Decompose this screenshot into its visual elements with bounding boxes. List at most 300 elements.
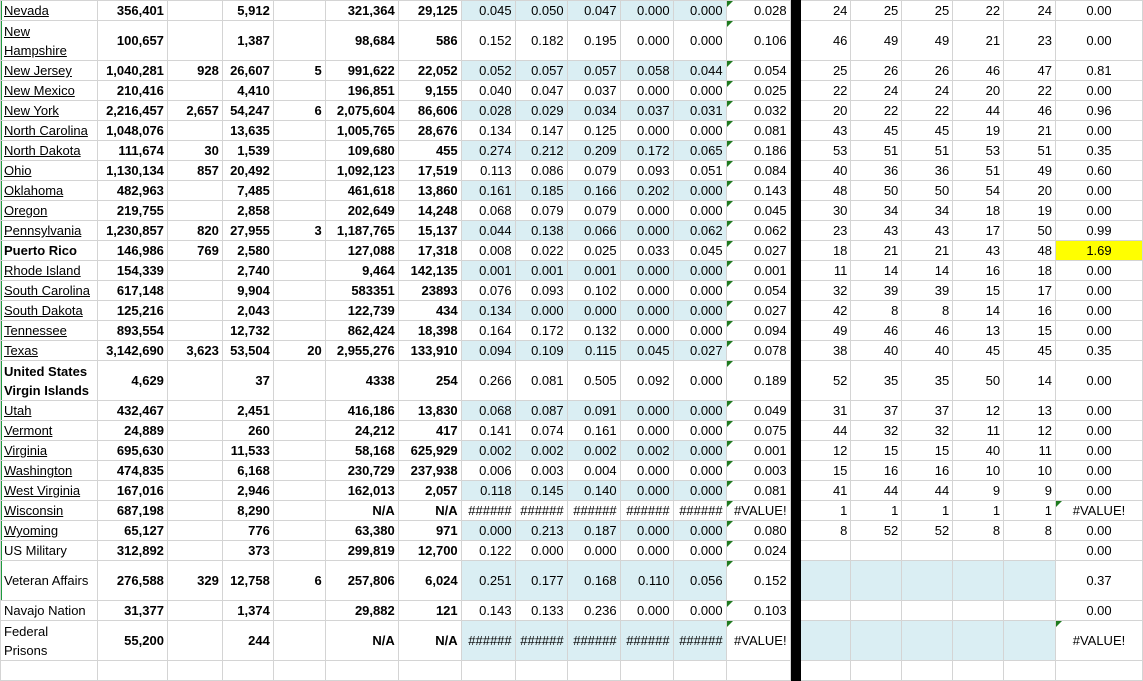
cell-count-c5[interactable]: 29,882 xyxy=(325,601,398,621)
cell-rate-r1[interactable]: 0.068 xyxy=(461,201,515,221)
cell-rate-r5[interactable]: 0.000 xyxy=(673,421,726,441)
cell-rate-r1[interactable]: 0.164 xyxy=(461,321,515,341)
cell-rank-k5[interactable]: 24 xyxy=(1004,1,1056,21)
cell-rate-total[interactable]: 0.080 xyxy=(726,521,790,541)
cell-rank-k3[interactable]: 43 xyxy=(902,221,953,241)
jurisdiction-link[interactable]: New Mexico xyxy=(4,83,75,98)
jurisdiction-link[interactable]: Texas xyxy=(4,343,38,358)
cell-rate-r4[interactable]: 0.000 xyxy=(620,301,673,321)
cell-rate-r3[interactable]: 0.161 xyxy=(567,421,620,441)
cell-rate-r3[interactable]: 0.037 xyxy=(567,81,620,101)
cell-count-c6[interactable]: 22,052 xyxy=(398,61,461,81)
cell-rate-r3[interactable]: 0.001 xyxy=(567,261,620,281)
empty-cell[interactable] xyxy=(620,661,673,681)
cell-rank-k2[interactable] xyxy=(851,541,902,561)
cell-count-c6[interactable]: 586 xyxy=(398,21,461,61)
cell-rate-r5[interactable]: 0.000 xyxy=(673,541,726,561)
cell-rank-k3[interactable]: 8 xyxy=(902,301,953,321)
cell-count-c2[interactable]: 3,623 xyxy=(167,341,222,361)
cell-rate-r4[interactable]: ###### xyxy=(620,501,673,521)
cell-rank-k5[interactable]: 16 xyxy=(1004,301,1056,321)
cell-rank-k1[interactable]: 46 xyxy=(800,21,851,61)
cell-count-c4[interactable] xyxy=(273,181,325,201)
cell-count-c5[interactable]: 122,739 xyxy=(325,301,398,321)
cell-rank-k1[interactable]: 40 xyxy=(800,161,851,181)
jurisdiction-link[interactable]: Tennessee xyxy=(4,323,67,338)
cell-rate-r3[interactable]: ###### xyxy=(567,501,620,521)
cell-rank-k3[interactable]: 46 xyxy=(902,321,953,341)
cell-rank-k5[interactable]: 48 xyxy=(1004,241,1056,261)
jurisdiction-link[interactable]: South Carolina xyxy=(4,283,90,298)
cell-rate-total[interactable]: 0.025 xyxy=(726,81,790,101)
cell-count-c5[interactable]: 1,187,765 xyxy=(325,221,398,241)
cell-rank-k5[interactable] xyxy=(1004,601,1056,621)
cell-rate-r4[interactable]: 0.033 xyxy=(620,241,673,261)
cell-count-c6[interactable]: N/A xyxy=(398,621,461,661)
cell-count-c1[interactable]: 1,048,076 xyxy=(97,121,167,141)
cell-count-c6[interactable]: N/A xyxy=(398,501,461,521)
cell-score[interactable]: 0.35 xyxy=(1055,341,1142,361)
cell-jurisdiction[interactable] xyxy=(1,181,98,201)
cell-rate-total[interactable]: 0.032 xyxy=(726,101,790,121)
cell-rate-r4[interactable]: ###### xyxy=(620,621,673,661)
cell-rank-k1[interactable]: 1 xyxy=(800,501,851,521)
cell-rate-r1[interactable]: 0.008 xyxy=(461,241,515,261)
cell-rate-r3[interactable]: 0.000 xyxy=(567,541,620,561)
cell-jurisdiction[interactable] xyxy=(1,161,98,181)
cell-rank-k3[interactable]: 44 xyxy=(902,481,953,501)
cell-count-c3[interactable]: 13,635 xyxy=(222,121,273,141)
cell-rank-k2[interactable] xyxy=(851,601,902,621)
cell-count-c1[interactable]: 154,339 xyxy=(97,261,167,281)
cell-rank-k1[interactable]: 12 xyxy=(800,441,851,461)
cell-count-c3[interactable]: 2,946 xyxy=(222,481,273,501)
cell-rate-r2[interactable]: 0.213 xyxy=(515,521,567,541)
cell-rate-r4[interactable]: 0.002 xyxy=(620,441,673,461)
cell-rank-k5[interactable]: 10 xyxy=(1004,461,1056,481)
cell-rank-k2[interactable]: 34 xyxy=(851,201,902,221)
cell-count-c6[interactable]: 13,830 xyxy=(398,401,461,421)
cell-count-c1[interactable]: 111,674 xyxy=(97,141,167,161)
cell-count-c3[interactable]: 4,410 xyxy=(222,81,273,101)
cell-count-c5[interactable]: 127,088 xyxy=(325,241,398,261)
cell-rate-r4[interactable]: 0.000 xyxy=(620,481,673,501)
cell-count-c4[interactable] xyxy=(273,441,325,461)
cell-count-c5[interactable]: 991,622 xyxy=(325,61,398,81)
cell-rate-r3[interactable]: ###### xyxy=(567,621,620,661)
cell-rate-r1[interactable]: 0.134 xyxy=(461,301,515,321)
cell-rate-r1[interactable]: 0.161 xyxy=(461,181,515,201)
cell-jurisdiction[interactable] xyxy=(1,141,98,161)
cell-rate-r5[interactable]: 0.000 xyxy=(673,121,726,141)
cell-count-c1[interactable]: 65,127 xyxy=(97,521,167,541)
cell-count-c2[interactable] xyxy=(167,1,222,21)
cell-rank-k1[interactable]: 25 xyxy=(800,61,851,81)
jurisdiction-link[interactable]: South Dakota xyxy=(4,303,83,318)
cell-rank-k5[interactable]: 9 xyxy=(1004,481,1056,501)
cell-rank-k3[interactable] xyxy=(902,601,953,621)
cell-rank-k2[interactable]: 50 xyxy=(851,181,902,201)
cell-rate-r1[interactable]: 0.266 xyxy=(461,361,515,401)
cell-count-c1[interactable]: 31,377 xyxy=(97,601,167,621)
cell-rank-k5[interactable]: 8 xyxy=(1004,521,1056,541)
cell-score[interactable]: 0.35 xyxy=(1055,141,1142,161)
jurisdiction-link[interactable]: Utah xyxy=(4,403,32,418)
cell-rate-r5[interactable]: ###### xyxy=(673,501,726,521)
cell-rate-r3[interactable]: 0.002 xyxy=(567,441,620,461)
cell-rank-k1[interactable]: 22 xyxy=(800,81,851,101)
cell-rank-k3[interactable]: 40 xyxy=(902,341,953,361)
cell-rate-r3[interactable]: 0.034 xyxy=(567,101,620,121)
cell-rate-total[interactable]: 0.001 xyxy=(726,441,790,461)
cell-rate-r4[interactable]: 0.092 xyxy=(620,361,673,401)
cell-rate-r5[interactable]: 0.045 xyxy=(673,241,726,261)
cell-count-c6[interactable]: 417 xyxy=(398,421,461,441)
cell-rank-k2[interactable]: 36 xyxy=(851,161,902,181)
cell-score[interactable]: 1.69 xyxy=(1055,241,1142,261)
cell-rate-total[interactable]: 0.001 xyxy=(726,261,790,281)
cell-rate-r3[interactable]: 0.195 xyxy=(567,21,620,61)
cell-count-c3[interactable]: 1,539 xyxy=(222,141,273,161)
cell-rank-k5[interactable]: 18 xyxy=(1004,261,1056,281)
cell-rank-k4[interactable]: 45 xyxy=(953,341,1004,361)
cell-rank-k4[interactable]: 12 xyxy=(953,401,1004,421)
cell-rate-r5[interactable]: 0.000 xyxy=(673,201,726,221)
cell-jurisdiction[interactable] xyxy=(1,561,98,601)
cell-rate-r5[interactable]: 0.044 xyxy=(673,61,726,81)
cell-count-c3[interactable]: 8,290 xyxy=(222,501,273,521)
cell-rate-r2[interactable]: 0.086 xyxy=(515,161,567,181)
cell-rate-r5[interactable]: 0.056 xyxy=(673,561,726,601)
cell-rate-r1[interactable]: 0.118 xyxy=(461,481,515,501)
cell-rate-r1[interactable]: 0.044 xyxy=(461,221,515,241)
jurisdiction-link[interactable]: New York xyxy=(4,103,59,118)
cell-rank-k4[interactable]: 1 xyxy=(953,501,1004,521)
cell-rate-total[interactable]: 0.103 xyxy=(726,601,790,621)
cell-rate-r5[interactable]: 0.000 xyxy=(673,21,726,61)
cell-score[interactable]: 0.37 xyxy=(1055,561,1142,601)
cell-count-c6[interactable]: 18,398 xyxy=(398,321,461,341)
cell-score[interactable]: 0.00 xyxy=(1055,201,1142,221)
cell-rate-r2[interactable]: 0.050 xyxy=(515,1,567,21)
cell-rank-k5[interactable]: 49 xyxy=(1004,161,1056,181)
cell-count-c2[interactable] xyxy=(167,181,222,201)
jurisdiction-link[interactable]: Wyoming xyxy=(4,523,59,538)
cell-rank-k5[interactable]: 20 xyxy=(1004,181,1056,201)
cell-rank-k4[interactable]: 19 xyxy=(953,121,1004,141)
cell-rank-k1[interactable]: 23 xyxy=(800,221,851,241)
cell-jurisdiction[interactable] xyxy=(1,341,98,361)
cell-jurisdiction[interactable] xyxy=(1,101,98,121)
cell-count-c4[interactable] xyxy=(273,481,325,501)
cell-rank-k4[interactable]: 14 xyxy=(953,301,1004,321)
cell-rank-k4[interactable]: 51 xyxy=(953,161,1004,181)
cell-count-c6[interactable]: 28,676 xyxy=(398,121,461,141)
cell-rate-r5[interactable]: 0.000 xyxy=(673,601,726,621)
cell-jurisdiction[interactable] xyxy=(1,81,98,101)
cell-rank-k1[interactable]: 44 xyxy=(800,421,851,441)
cell-jurisdiction[interactable] xyxy=(1,621,98,661)
cell-rank-k4[interactable]: 18 xyxy=(953,201,1004,221)
cell-rank-k2[interactable]: 16 xyxy=(851,461,902,481)
cell-rank-k4[interactable] xyxy=(953,601,1004,621)
cell-count-c2[interactable] xyxy=(167,81,222,101)
cell-rate-r2[interactable]: 0.003 xyxy=(515,461,567,481)
jurisdiction-link[interactable]: Vermont xyxy=(4,423,53,438)
cell-count-c2[interactable] xyxy=(167,321,222,341)
cell-count-c2[interactable] xyxy=(167,301,222,321)
cell-rank-k4[interactable]: 20 xyxy=(953,81,1004,101)
cell-score[interactable]: 0.00 xyxy=(1055,461,1142,481)
cell-rank-k3[interactable]: 49 xyxy=(902,21,953,61)
cell-count-c5[interactable]: 2,955,276 xyxy=(325,341,398,361)
cell-count-c2[interactable] xyxy=(167,501,222,521)
cell-count-c4[interactable]: 3 xyxy=(273,221,325,241)
cell-rank-k4[interactable]: 21 xyxy=(953,21,1004,61)
cell-rank-k2[interactable]: 24 xyxy=(851,81,902,101)
cell-rank-k5[interactable]: 45 xyxy=(1004,341,1056,361)
cell-rank-k2[interactable] xyxy=(851,561,902,601)
cell-count-c5[interactable]: 58,168 xyxy=(325,441,398,461)
cell-jurisdiction[interactable] xyxy=(1,321,98,341)
cell-count-c6[interactable]: 625,929 xyxy=(398,441,461,461)
cell-count-c2[interactable]: 329 xyxy=(167,561,222,601)
cell-rate-total[interactable]: 0.045 xyxy=(726,201,790,221)
cell-rate-total[interactable]: 0.152 xyxy=(726,561,790,601)
cell-rate-total[interactable]: 0.028 xyxy=(726,1,790,21)
cell-rate-r4[interactable]: 0.172 xyxy=(620,141,673,161)
cell-count-c1[interactable]: 219,755 xyxy=(97,201,167,221)
cell-rank-k3[interactable]: 45 xyxy=(902,121,953,141)
cell-rate-r2[interactable]: 0.109 xyxy=(515,341,567,361)
cell-rate-r2[interactable]: ###### xyxy=(515,501,567,521)
cell-rank-k5[interactable]: 51 xyxy=(1004,141,1056,161)
cell-count-c4[interactable] xyxy=(273,261,325,281)
cell-jurisdiction[interactable] xyxy=(1,1,98,21)
cell-rank-k1[interactable]: 38 xyxy=(800,341,851,361)
cell-rate-r2[interactable]: 0.022 xyxy=(515,241,567,261)
cell-count-c2[interactable] xyxy=(167,21,222,61)
cell-rate-r5[interactable]: 0.000 xyxy=(673,481,726,501)
cell-score[interactable]: #VALUE! xyxy=(1055,501,1142,521)
empty-cell[interactable] xyxy=(1055,661,1142,681)
cell-count-c5[interactable]: 63,380 xyxy=(325,521,398,541)
cell-rate-r1[interactable]: ###### xyxy=(461,501,515,521)
cell-rank-k2[interactable]: 1 xyxy=(851,501,902,521)
cell-rank-k4[interactable]: 46 xyxy=(953,61,1004,81)
cell-rate-r3[interactable]: 0.066 xyxy=(567,221,620,241)
empty-cell[interactable] xyxy=(167,661,222,681)
cell-rate-r1[interactable]: 0.076 xyxy=(461,281,515,301)
cell-rank-k2[interactable]: 39 xyxy=(851,281,902,301)
cell-rate-r2[interactable]: 0.093 xyxy=(515,281,567,301)
empty-cell[interactable] xyxy=(398,661,461,681)
cell-count-c1[interactable]: 100,657 xyxy=(97,21,167,61)
cell-count-c1[interactable]: 24,889 xyxy=(97,421,167,441)
cell-rate-r4[interactable]: 0.000 xyxy=(620,261,673,281)
cell-count-c6[interactable]: 9,155 xyxy=(398,81,461,101)
cell-rate-r3[interactable]: 0.187 xyxy=(567,521,620,541)
cell-rate-r4[interactable]: 0.000 xyxy=(620,221,673,241)
cell-rank-k3[interactable]: 52 xyxy=(902,521,953,541)
cell-rate-r3[interactable]: 0.168 xyxy=(567,561,620,601)
cell-rate-r4[interactable]: 0.202 xyxy=(620,181,673,201)
cell-rate-r5[interactable]: ###### xyxy=(673,621,726,661)
cell-rate-r2[interactable]: 0.145 xyxy=(515,481,567,501)
cell-rate-r2[interactable]: 0.133 xyxy=(515,601,567,621)
cell-rank-k1[interactable] xyxy=(800,561,851,601)
cell-jurisdiction[interactable] xyxy=(1,601,98,621)
cell-rate-total[interactable]: 0.094 xyxy=(726,321,790,341)
cell-count-c4[interactable] xyxy=(273,461,325,481)
cell-count-c5[interactable]: 109,680 xyxy=(325,141,398,161)
cell-rank-k3[interactable]: 39 xyxy=(902,281,953,301)
cell-rank-k4[interactable]: 13 xyxy=(953,321,1004,341)
jurisdiction-link[interactable]: New Hampshire xyxy=(4,23,67,58)
jurisdiction-link[interactable]: Virginia xyxy=(4,443,48,458)
cell-count-c4[interactable] xyxy=(273,1,325,21)
cell-rank-k3[interactable]: 16 xyxy=(902,461,953,481)
cell-rate-r3[interactable]: 0.209 xyxy=(567,141,620,161)
empty-cell[interactable] xyxy=(902,661,953,681)
cell-rank-k3[interactable] xyxy=(902,541,953,561)
cell-count-c1[interactable]: 4,629 xyxy=(97,361,167,401)
cell-rate-r5[interactable]: 0.000 xyxy=(673,301,726,321)
cell-rate-r3[interactable]: 0.505 xyxy=(567,361,620,401)
cell-rate-r4[interactable]: 0.058 xyxy=(620,61,673,81)
cell-rate-total[interactable]: 0.078 xyxy=(726,341,790,361)
cell-rank-k3[interactable]: 36 xyxy=(902,161,953,181)
cell-rank-k1[interactable]: 11 xyxy=(800,261,851,281)
cell-rate-r5[interactable]: 0.000 xyxy=(673,461,726,481)
cell-score[interactable]: 0.00 xyxy=(1055,541,1142,561)
cell-jurisdiction[interactable] xyxy=(1,121,98,141)
cell-jurisdiction[interactable] xyxy=(1,421,98,441)
cell-count-c6[interactable]: 17,519 xyxy=(398,161,461,181)
cell-count-c6[interactable]: 14,248 xyxy=(398,201,461,221)
cell-rate-r1[interactable]: 0.068 xyxy=(461,401,515,421)
cell-rank-k4[interactable] xyxy=(953,621,1004,661)
empty-cell[interactable] xyxy=(673,661,726,681)
cell-rank-k2[interactable]: 43 xyxy=(851,221,902,241)
cell-rate-r1[interactable]: 0.274 xyxy=(461,141,515,161)
cell-rank-k2[interactable]: 21 xyxy=(851,241,902,261)
cell-rate-r4[interactable]: 0.000 xyxy=(620,421,673,441)
cell-rank-k3[interactable]: 34 xyxy=(902,201,953,221)
cell-rate-r3[interactable]: 0.236 xyxy=(567,601,620,621)
cell-rank-k4[interactable]: 53 xyxy=(953,141,1004,161)
cell-rate-total[interactable]: 0.106 xyxy=(726,21,790,61)
cell-rank-k5[interactable]: 23 xyxy=(1004,21,1056,61)
cell-count-c3[interactable]: 37 xyxy=(222,361,273,401)
cell-rate-r4[interactable]: 0.000 xyxy=(620,541,673,561)
cell-count-c6[interactable]: 17,318 xyxy=(398,241,461,261)
cell-rank-k1[interactable]: 18 xyxy=(800,241,851,261)
cell-count-c4[interactable] xyxy=(273,541,325,561)
cell-rate-r5[interactable]: 0.062 xyxy=(673,221,726,241)
cell-rate-total[interactable]: 0.084 xyxy=(726,161,790,181)
cell-jurisdiction[interactable] xyxy=(1,281,98,301)
cell-count-c4[interactable] xyxy=(273,201,325,221)
cell-rate-r1[interactable]: 0.002 xyxy=(461,441,515,461)
cell-count-c4[interactable] xyxy=(273,621,325,661)
empty-cell[interactable] xyxy=(461,661,515,681)
cell-rank-k5[interactable] xyxy=(1004,541,1056,561)
cell-rank-k2[interactable]: 22 xyxy=(851,101,902,121)
cell-count-c6[interactable]: 15,137 xyxy=(398,221,461,241)
jurisdiction-link[interactable]: Wisconsin xyxy=(4,503,64,518)
cell-rate-total[interactable]: 0.081 xyxy=(726,481,790,501)
cell-rate-r1[interactable]: 0.152 xyxy=(461,21,515,61)
cell-rate-r2[interactable]: 0.001 xyxy=(515,261,567,281)
cell-rate-r4[interactable]: 0.110 xyxy=(620,561,673,601)
cell-rate-r3[interactable]: 0.102 xyxy=(567,281,620,301)
cell-rank-k4[interactable]: 10 xyxy=(953,461,1004,481)
cell-rank-k5[interactable]: 50 xyxy=(1004,221,1056,241)
cell-count-c3[interactable]: 9,904 xyxy=(222,281,273,301)
cell-count-c5[interactable]: 24,212 xyxy=(325,421,398,441)
cell-count-c2[interactable]: 769 xyxy=(167,241,222,261)
cell-count-c3[interactable]: 1,387 xyxy=(222,21,273,61)
cell-count-c3[interactable]: 244 xyxy=(222,621,273,661)
cell-jurisdiction[interactable] xyxy=(1,521,98,541)
cell-rate-r3[interactable]: 0.025 xyxy=(567,241,620,261)
cell-count-c1[interactable]: 2,216,457 xyxy=(97,101,167,121)
cell-rank-k5[interactable]: 11 xyxy=(1004,441,1056,461)
cell-score[interactable]: 0.00 xyxy=(1055,21,1142,61)
cell-score[interactable]: 0.00 xyxy=(1055,181,1142,201)
cell-count-c4[interactable] xyxy=(273,361,325,401)
cell-count-c5[interactable]: 230,729 xyxy=(325,461,398,481)
cell-count-c3[interactable]: 373 xyxy=(222,541,273,561)
empty-cell[interactable] xyxy=(273,661,325,681)
cell-count-c5[interactable]: 257,806 xyxy=(325,561,398,601)
cell-count-c3[interactable]: 2,740 xyxy=(222,261,273,281)
cell-count-c6[interactable]: 121 xyxy=(398,601,461,621)
cell-rank-k4[interactable]: 22 xyxy=(953,1,1004,21)
cell-count-c4[interactable] xyxy=(273,321,325,341)
cell-count-c4[interactable] xyxy=(273,21,325,61)
cell-rate-r1[interactable]: 0.134 xyxy=(461,121,515,141)
cell-rank-k1[interactable]: 30 xyxy=(800,201,851,221)
cell-count-c1[interactable]: 167,016 xyxy=(97,481,167,501)
cell-rank-k3[interactable]: 32 xyxy=(902,421,953,441)
cell-count-c3[interactable]: 12,732 xyxy=(222,321,273,341)
cell-rate-r5[interactable]: 0.000 xyxy=(673,1,726,21)
cell-count-c2[interactable] xyxy=(167,621,222,661)
cell-rate-r5[interactable]: 0.031 xyxy=(673,101,726,121)
cell-rate-r2[interactable]: 0.047 xyxy=(515,81,567,101)
empty-cell[interactable] xyxy=(726,661,790,681)
cell-count-c4[interactable] xyxy=(273,401,325,421)
cell-count-c4[interactable] xyxy=(273,241,325,261)
cell-rate-total[interactable]: 0.186 xyxy=(726,141,790,161)
cell-count-c6[interactable]: 29,125 xyxy=(398,1,461,21)
cell-count-c1[interactable]: 474,835 xyxy=(97,461,167,481)
cell-rate-r2[interactable]: 0.029 xyxy=(515,101,567,121)
cell-count-c4[interactable]: 5 xyxy=(273,61,325,81)
cell-count-c3[interactable]: 7,485 xyxy=(222,181,273,201)
cell-rank-k3[interactable]: 1 xyxy=(902,501,953,521)
cell-count-c1[interactable]: 1,040,281 xyxy=(97,61,167,81)
cell-rate-r5[interactable]: 0.000 xyxy=(673,401,726,421)
cell-rank-k5[interactable]: 12 xyxy=(1004,421,1056,441)
cell-score[interactable]: 0.99 xyxy=(1055,221,1142,241)
cell-rate-r4[interactable]: 0.000 xyxy=(620,321,673,341)
cell-rank-k5[interactable] xyxy=(1004,561,1056,601)
cell-score[interactable]: 0.00 xyxy=(1055,1,1142,21)
cell-count-c3[interactable]: 53,504 xyxy=(222,341,273,361)
